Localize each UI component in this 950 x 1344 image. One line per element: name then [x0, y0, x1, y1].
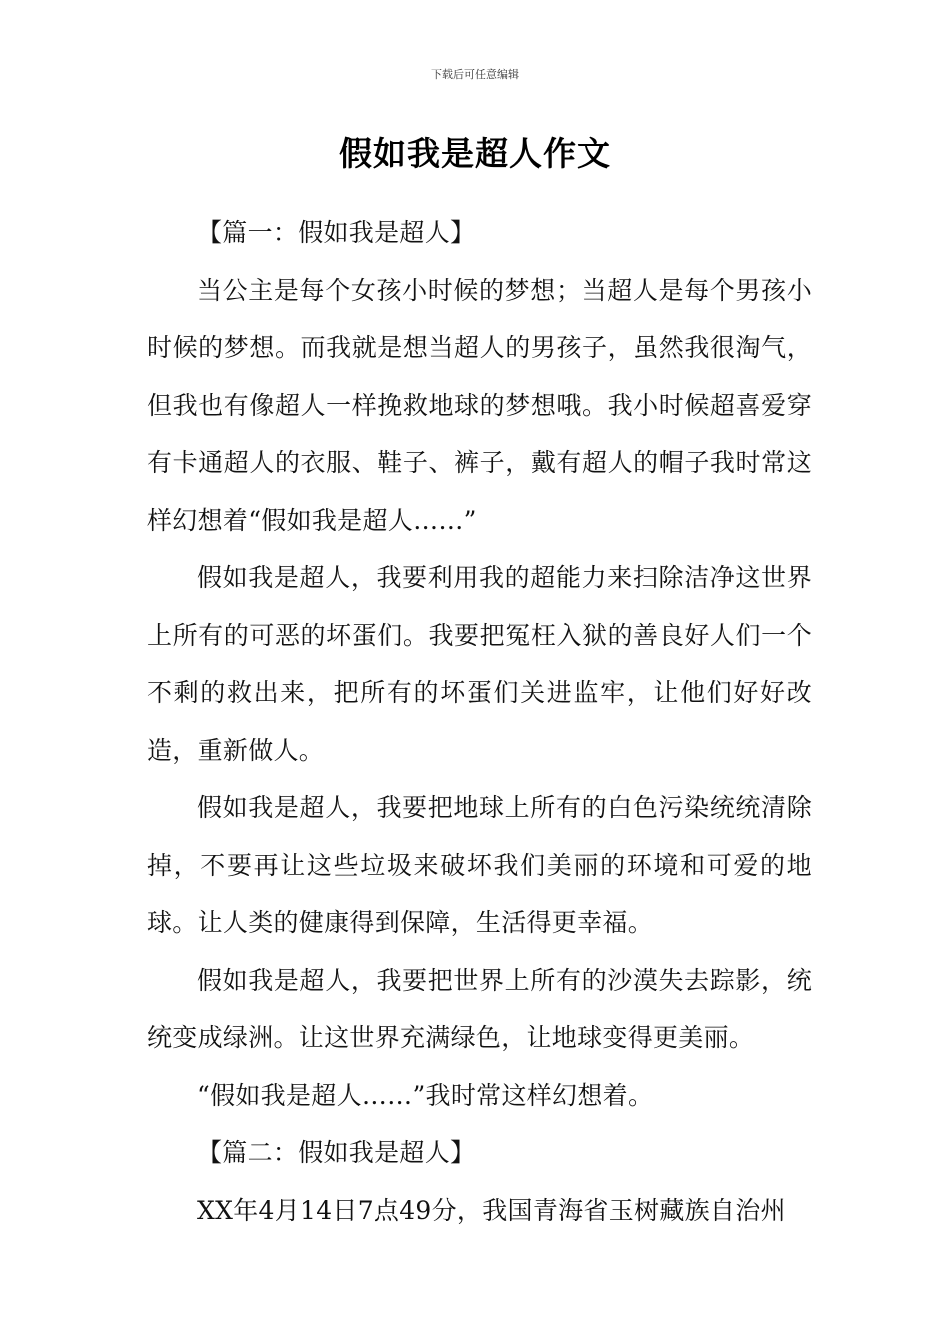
document-body [147, 204, 812, 1239]
paragraph: 假如我是超人，我要利用我的超能力来扫除洁净这世界上所有的可恶的坏蛋们。我要把冤枉入狱的善良好人们一个不剩的救出来，把所有的坏蛋们关进监牢，让他们好好改造，重新做人。 [147, 563, 812, 765]
section-heading-2: 【篇二：假如我是超人】 [197, 1138, 476, 1167]
section-heading-1: 【篇一：假如我是超人】 [197, 218, 476, 247]
document-title: 假如我是超人作文 [339, 134, 611, 173]
paragraph: “假如我是超人……”我时常这样幻想着。 [197, 1080, 654, 1110]
paragraph: 假如我是超人，我要把世界上所有的沙漠失去踪影，统统变成绿洲。让这世界充满绿色，让地球变得更美丽。 [147, 965, 812, 1052]
paragraph: 假如我是超人，我要把地球上所有的白色污染统统清除掉，不要再让这些垃圾来破坏我们美丽的环境和可爱的地球。让人类的健康得到保障，生活得更幸福。 [147, 793, 812, 937]
header-note: 下载后可任意编辑 [431, 68, 519, 81]
paragraph: XX年4月14日7点49分，我国青海省玉树藏族自治州 [197, 1195, 786, 1225]
paragraph: 当公主是每个女孩小时候的梦想；当超人是每个男孩小时候的梦想。而我就是想当超人的男孩子，虽然我很淘气，但我也有像超人一样挽救地球的梦想哦。我小时候超喜爱穿有卡通超人的衣服、鞋子、裤子，戴有超人的帽子我时常这样幻想着“假如我是超人……” [147, 275, 812, 535]
